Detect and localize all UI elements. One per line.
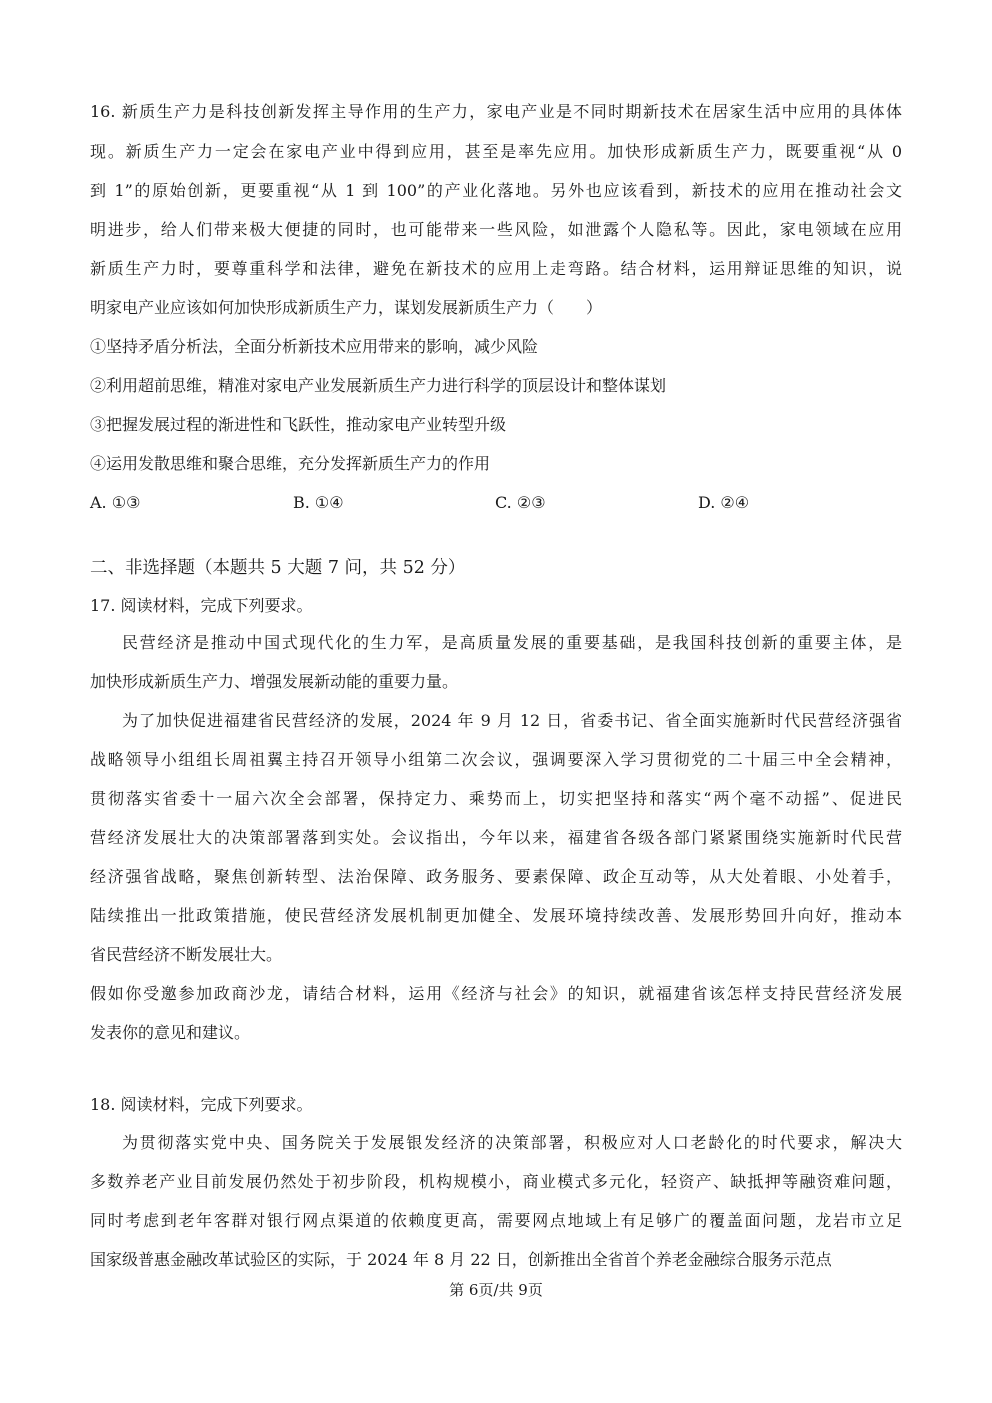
q17-line-2: 加快形成新质生产力、增强发展新动能的重要力量。 [90,672,459,691]
q18-line-3: 同时考虑到老年客群对银行网点渠道的依赖度更高，需要网点地域上有足够广的覆盖面问题，龙岩市立足 [90,1211,902,1230]
section-title: 二、非选择题（本题共 5 大题 7 问，共 52 分） [90,558,466,578]
q17-line-3: 为了加快促进福建省民营经济的发展，2024 年 9 月 12 日，省委书记、省全面实施新时代民营经济强省 [122,711,902,730]
q16-line-3: 到 1”的原始创新，更要重视“从 1 到 100”的产业化落地。另外也应该看到，新技术的应用在推动社会文 [90,181,902,200]
q16-item-1: ①坚持矛盾分析法，全面分析新技术应用带来的影响，减少风险 [90,337,539,356]
q17-prompt-1: 假如你受邀参加政商沙龙，请结合材料，运用《经济与社会》的知识，就福建省该怎样支持民营经济发展 [90,984,902,1003]
q18-line-4: 国家级普惠金融改革试验区的实际，于 2024 年 8 月 22 日，创新推出全省首个养老金融综合服务示范点 [90,1250,832,1269]
q16-line-4: 明进步，给人们带来极大便捷的同时，也可能带来一些风险，如泄露个人隐私等。因此，家电领域在应用 [90,220,902,239]
q16-line-5: 新质生产力时，要尊重科学和法律，避免在新技术的应用上走弯路。结合材料，运用辩证思维的知识，说 [90,259,902,278]
q16-option-b: B. ①④ [293,493,344,512]
q16-item-3: ③把握发展过程的渐进性和飞跃性，推动家电产业转型升级 [90,415,507,434]
q16-line-1: 16. 新质生产力是科技创新发挥主导作用的生产力，家电产业是不同时期新技术在居家生活中应用的具体体 [90,102,902,121]
q16-item-2: ②利用超前思维，精准对家电产业发展新质生产力进行科学的顶层设计和整体谋划 [90,376,667,395]
q17-line-7: 经济强省战略，聚焦创新转型、法治保障、政务服务、要素保障、政企互动等，从大处着眼、小处着手， [90,867,902,886]
q16-option-c: C. ②③ [495,493,546,512]
q16-option-d: D. ②④ [698,493,750,512]
q17-line-5: 贯彻落实省委十一届六次全会部署，保持定力、乘势而上，切实把坚持和落实“两个毫不动摇”、促进民 [90,789,902,808]
q16-line-2: 现。新质生产力一定会在家电产业中得到应用，甚至是率先应用。加快形成新质生产力，既要重视“从 0 [90,142,902,161]
q17-line-4: 战略领导小组组长周祖翼主持召开领导小组第二次会议，强调要深入学习贯彻党的二十届三中全会精神， [90,750,902,769]
q16-option-a: A. ①③ [90,493,141,512]
q18-line-1: 为贯彻落实党中央、国务院关于发展银发经济的决策部署，积极应对人口老龄化的时代要求，解决大 [122,1133,902,1152]
q18-line-2: 多数养老产业目前发展仍然处于初步阶段，机构规模小，商业模式多元化，轻资产、缺抵押等融资难问题， [90,1172,902,1191]
q17-prompt-2: 发表你的意见和建议。 [90,1023,251,1042]
q16-item-4: ④运用发散思维和聚合思维，充分发挥新质生产力的作用 [90,454,491,473]
q17-line-8: 陆续推出一批政策措施，使民营经济发展机制更加健全、发展环境持续改善、发展形势回升向好，推动本 [90,906,902,925]
q17-line-9: 省民营经济不断发展壮大。 [90,945,283,964]
q17-line-1: 民营经济是推动中国式现代化的生力军，是高质量发展的重要基础，是我国科技创新的重要主体，是 [122,633,902,652]
q17-heading: 17. 阅读材料，完成下列要求。 [90,596,313,615]
page-number: 第 6页/共 9页 [449,1281,543,1299]
q18-heading: 18. 阅读材料，完成下列要求。 [90,1095,313,1114]
q16-line-6: 明家电产业应该如何加快形成新质生产力，谋划发展新质生产力（ ） [90,298,603,317]
q17-line-6: 营经济发展壮大的决策部署落到实处。会议指出，今年以来，福建省各级各部门紧紧围绕实施新时代民营 [90,828,902,847]
